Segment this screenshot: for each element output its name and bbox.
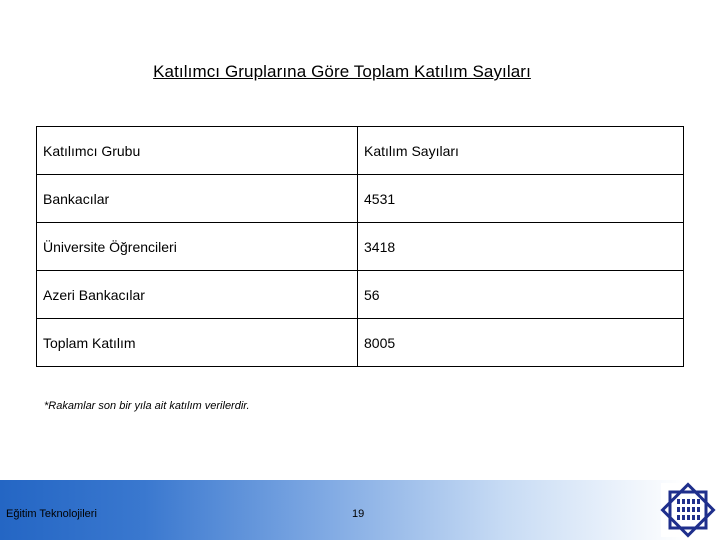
footer-label: Eğitim Teknolojileri (6, 508, 97, 520)
table-row (37, 271, 684, 319)
table-row (37, 223, 684, 271)
count-cell: 3418 (358, 223, 684, 271)
table-row (37, 319, 684, 367)
group-cell: Üniversite Öğrencileri (37, 223, 358, 271)
slide-title: Katılımcı Gruplarına Göre Toplam Katılım Sayıları (153, 62, 531, 81)
page-number: 19 (352, 508, 365, 520)
footnote: *Rakamlar son bir yıla ait katılım verilerdir. (44, 400, 250, 412)
participation-table (36, 126, 684, 367)
count-cell: 8005 (358, 319, 684, 367)
header-cell: Katılım Sayıları (358, 127, 684, 175)
table-header-row (37, 127, 684, 175)
group-cell: Toplam Katılım (37, 319, 358, 367)
bank-logo-icon (660, 482, 716, 538)
group-cell: Bankacılar (37, 175, 358, 223)
table-row (37, 175, 684, 223)
count-cell: 4531 (358, 175, 684, 223)
group-cell: Azeri Bankacılar (37, 271, 358, 319)
count-cell: 56 (358, 271, 684, 319)
header-cell: Katılımcı Grubu (37, 127, 358, 175)
